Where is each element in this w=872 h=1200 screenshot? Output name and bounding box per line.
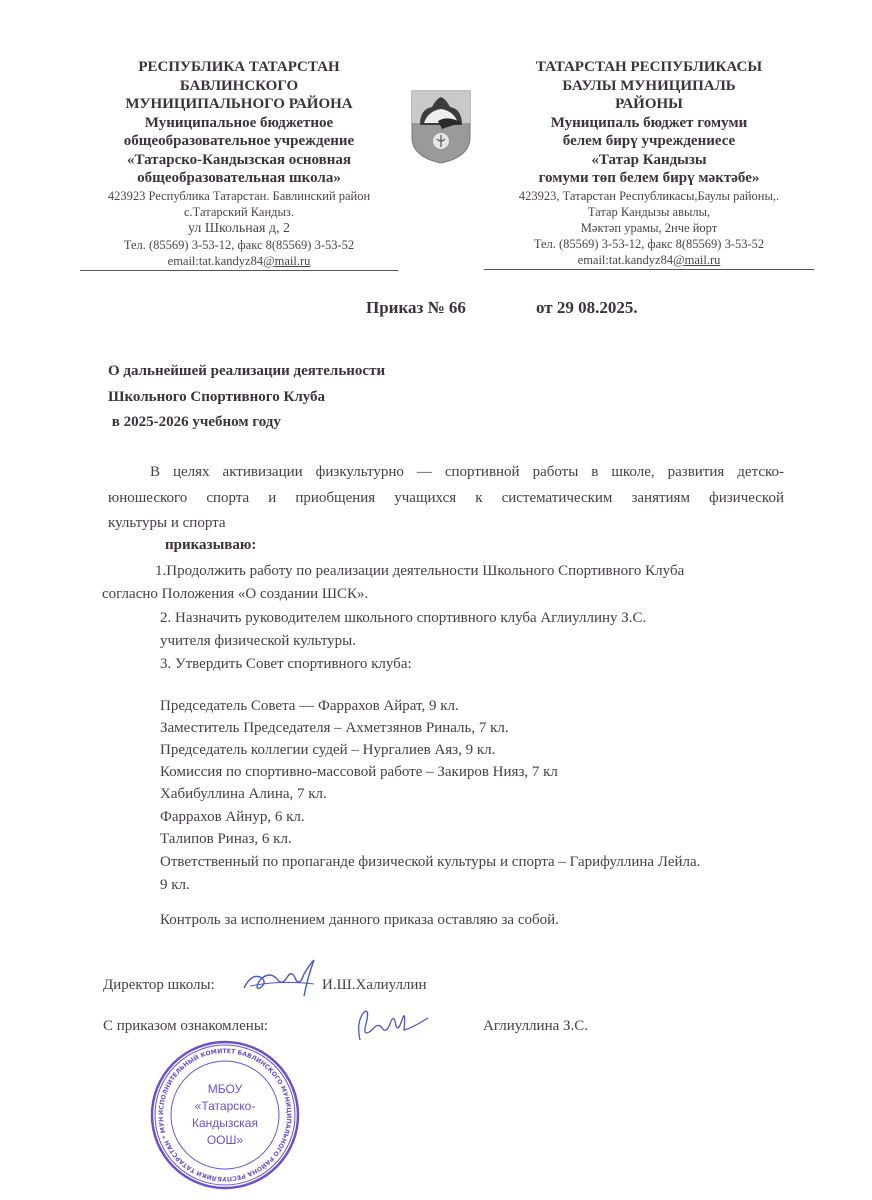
order-title-line: в 2025-2026 учебном году bbox=[108, 414, 281, 430]
order-title-line: Школьного Спортивного Клуба bbox=[108, 389, 326, 405]
director-label: Директор школы: bbox=[103, 977, 215, 993]
item-1: 1.Продолжить работу по реализации деятельности Школьного Спортивного Клуба bbox=[155, 563, 685, 579]
council-member: Заместитель Председателя – Ахметзянов Риналь, 7 кл. bbox=[160, 720, 509, 736]
letterhead-right-phone: Тел. (85569) 3-53-12, факс 8(85569) 3-53-52 bbox=[533, 236, 765, 251]
preamble-line: культуры и спорта bbox=[108, 515, 226, 531]
letterhead-right-address: 423923, Татарстан Республикасы,Баулы районы,. bbox=[518, 188, 780, 203]
acquainted-name: Аглиуллина З.С. bbox=[483, 1018, 589, 1034]
item-1-cont: согласно Положения «О создании ШСК». bbox=[102, 586, 369, 602]
preamble-line bbox=[150, 460, 784, 485]
letterhead-right-line: Муниципаль бюджет гомуми bbox=[550, 114, 748, 131]
director-signature-icon bbox=[240, 958, 318, 998]
official-stamp bbox=[150, 1040, 300, 1190]
email-prefix: email:tat.kandyz84 bbox=[577, 252, 674, 267]
council-member: Председатель Совета — Фаррахов Айрат, 9 кл. bbox=[160, 698, 459, 714]
letterhead-right-line: РАЙОНЫ bbox=[615, 96, 683, 112]
letterhead-left-line: МУНИЦИПАЛЬНОГО РАЙОНА bbox=[125, 96, 353, 112]
council-member: Фаррахов Айнур, 6 кл. bbox=[160, 809, 305, 825]
letterhead-left-address: ул Школьная д, 2 bbox=[187, 220, 291, 236]
letterhead-left bbox=[80, 58, 398, 271]
decree-word: приказываю: bbox=[165, 537, 257, 553]
letterhead-right-line: ТАТАРСТАН РЕСПУБЛИКАСЫ bbox=[535, 59, 763, 75]
preamble-text: юношеского спорта и приобщения учащихся к систематическим занятиям физической bbox=[108, 490, 784, 506]
letterhead-divider bbox=[484, 269, 814, 270]
control-statement: Контроль за исполнением данного приказа оставляю за собой. bbox=[160, 912, 559, 928]
preamble-text: В целях активизации физкультурно — спортивной работы в школе, развития детско- bbox=[150, 464, 784, 480]
item-2: 2. Назначить руководителем школьного спортивного клуба Аглиуллину З.С. bbox=[160, 610, 647, 626]
letterhead-right bbox=[484, 58, 814, 270]
letterhead-right-address: Татар Кандызы авылы, bbox=[587, 204, 711, 219]
letterhead-right-line: «Татар Кандызы bbox=[591, 151, 707, 168]
letterhead-left-address: 423923 Республика Татарстан. Бавлинский район bbox=[107, 188, 371, 203]
council-member: Ответственный по пропаганде физической культуры и спорта – Гарифуллина Лейла. bbox=[160, 854, 701, 870]
letterhead-right-line: БАУЛЫ МУНИЦИПАЛЬ bbox=[562, 77, 736, 94]
letterhead-left-line: общеобразовательное учреждение bbox=[123, 133, 355, 149]
letterhead-right-line: белем бирү учреждениесе bbox=[562, 133, 736, 149]
stamp-center-line: МБОУ bbox=[207, 1082, 243, 1096]
item-3: 3. Утвердить Совет спортивного клуба: bbox=[160, 656, 412, 672]
director-name: И.Ш.Халиуллин bbox=[322, 977, 427, 993]
email-prefix: email:tat.kandyz84 bbox=[167, 253, 264, 268]
letterhead-right-address: Мәктәп урамы, 2нче йорт bbox=[580, 220, 718, 235]
coat-of-arms-icon bbox=[408, 87, 474, 165]
stamp-center-line: Кандызская bbox=[192, 1116, 258, 1130]
letterhead-left-email bbox=[80, 253, 398, 269]
council-member: Талипов Риназ, 6 кл. bbox=[160, 831, 292, 847]
council-member: Председатель коллегии судей – Нургалиев Аяз, 9 кл. bbox=[160, 742, 496, 758]
item-2-cont: учителя физической культуры. bbox=[160, 633, 357, 649]
council-member: 9 кл. bbox=[160, 877, 190, 893]
acquainted-signature-icon bbox=[352, 1002, 432, 1046]
preamble-line bbox=[108, 486, 784, 511]
order-date: от 29 08.2025. bbox=[536, 298, 638, 317]
letterhead-right-email bbox=[484, 252, 814, 268]
email-link[interactable]: @mail.ru bbox=[673, 252, 721, 267]
council-member: Хабибуллина Алина, 7 кл. bbox=[160, 786, 327, 802]
letterhead-left-line: общеобразовательная школа» bbox=[137, 170, 341, 186]
stamp-ring-text: ИСПОЛНИТЕЛЬНЫЙ КОМИТЕТ БАВЛИНСКОГО МУНИЦИПАЛЬНОГО РАЙОНА РЕСПУБЛИКИ ТАТАРСТАН * МУН bbox=[157, 1047, 293, 1183]
letterhead-left-line: БАВЛИНСКОГО bbox=[179, 77, 299, 94]
letterhead-divider bbox=[80, 270, 398, 271]
order-title-line: О дальнейшей реализации деятельности bbox=[108, 363, 386, 379]
letterhead-left-address: с.Татарский Кандыз. bbox=[184, 204, 294, 219]
stamp-center-line: ООШ» bbox=[206, 1133, 244, 1147]
letterhead-right-line: гомуми төп белем бирү мәктәбе» bbox=[538, 170, 760, 186]
letterhead-left-phone: Тел. (85569) 3-53-12, факс 8(85569) 3-53-52 bbox=[123, 237, 355, 252]
letterhead-left-line: РЕСПУБЛИКА ТАТАРСТАН bbox=[138, 59, 340, 75]
stamp-center-line: «Татарско- bbox=[194, 1099, 256, 1113]
email-link[interactable]: @mail.ru bbox=[263, 253, 311, 268]
order-number: Приказ № 66 bbox=[366, 298, 466, 317]
letterhead-left-line: Муниципальное бюджетное bbox=[144, 114, 334, 131]
acquainted-label: С приказом ознакомлены: bbox=[103, 1018, 269, 1034]
letterhead-left-line: «Татарско-Кандызская основная bbox=[126, 151, 352, 168]
council-member: Комиссия по спортивно-массовой работе – Закиров Нияз, 7 кл bbox=[160, 764, 558, 780]
